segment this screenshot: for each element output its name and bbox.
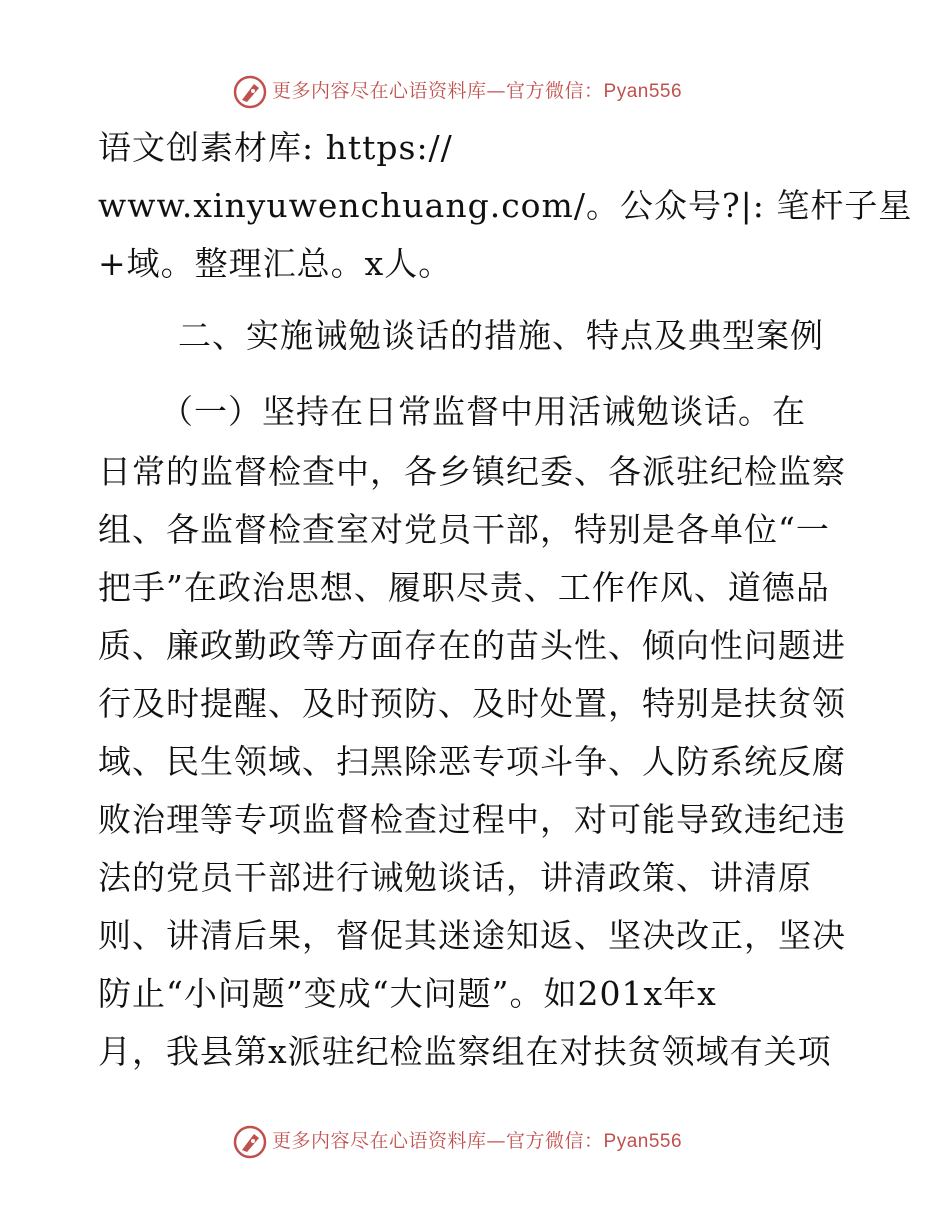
body-line: 把手”在政治思想、履职尽责、工作作风、道德品 <box>98 568 830 607</box>
body-line: 月，我县第x派驻纪检监察组在对扶贫领域有关项 <box>98 1032 832 1071</box>
footer-wechat-id: Pyan556 <box>603 1131 683 1152</box>
body-line: www.xinyuwenchuang.com/。公众号?|: 笔杆子星 <box>98 186 913 225</box>
body-line: 语文创素材库: https:// <box>98 128 453 167</box>
body-line: 日常的监督检查中，各乡镇纪委、各派驻纪检监察 <box>98 452 846 491</box>
header-wechat-id: Pyan556 <box>603 81 683 102</box>
pen-nib-logo-icon <box>232 1124 268 1160</box>
pen-nib-logo-icon <box>232 74 268 110</box>
header-watermark <box>0 72 950 112</box>
body-line: +域。整理汇总。x人。 <box>98 244 453 283</box>
body-line: 败治理等专项监督检查过程中，对可能导致违纪违 <box>98 800 846 839</box>
body-line: 则、讲清后果，督促其迷途知返、坚决改正，坚决 <box>98 916 846 955</box>
body-line: 质、廉政勤政等方面存在的苗头性、倾向性问题进 <box>98 626 846 665</box>
footer-watermark-label: 更多内容尽在心语资料库—官方微信： <box>272 1130 604 1152</box>
body-line: （一）坚持在日常监督中用活诫勉谈话。在 <box>160 392 806 431</box>
header-watermark-text <box>272 78 682 105</box>
header-watermark-label: 更多内容尽在心语资料库—官方微信： <box>272 80 604 102</box>
body-line: 行及时提醒、及时预防、及时处置，特别是扶贫领 <box>98 684 846 723</box>
footer-watermark-text <box>272 1128 682 1155</box>
footer-watermark <box>0 1122 950 1162</box>
body-line: 防止“小问题”变成“大问题”。如201x年x <box>98 974 717 1013</box>
body-line: 域、民生领域、扫黑除恶专项斗争、人防系统反腐 <box>98 742 846 781</box>
body-line: 法的党员干部进行诫勉谈话，讲清政策、讲清原 <box>98 858 812 897</box>
body-line: 组、各监督检查室对党员干部，特别是各单位“一 <box>98 510 830 549</box>
section-heading: 二、实施诫勉谈话的措施、特点及典型案例 <box>178 316 824 355</box>
